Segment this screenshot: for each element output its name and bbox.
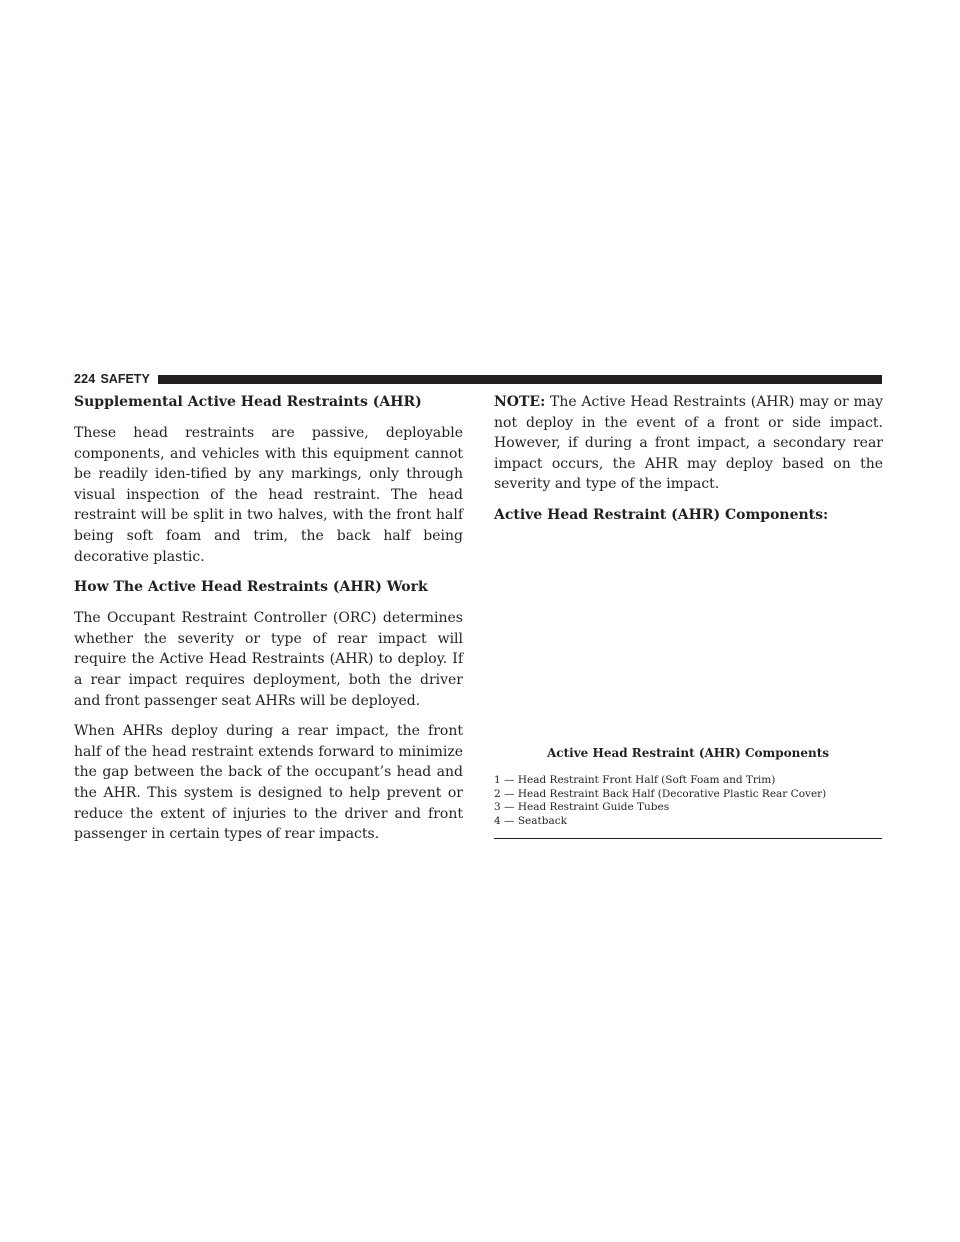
page-header [74, 372, 882, 386]
heading-ahr-components: Active Head Restraint (AHR) Components: [494, 506, 829, 523]
legend-item: 1 — Head Restraint Front Half (Soft Foam and Trim) [494, 774, 776, 786]
figure-caption: Active Head Restraint (AHR) Components [546, 746, 829, 760]
heading-supplemental-ahr: Supplemental Active Head Restraints (AHR) [74, 394, 422, 410]
legend-item: 2 — Head Restraint Back Half (Decorative Plastic Rear Cover) [494, 787, 827, 800]
legend-item: 3 — Head Restraint Guide Tubes [494, 801, 670, 813]
right-column [494, 392, 883, 536]
figure-legend [494, 774, 882, 828]
heading-how-ahr-work: How The Active Head Restraints (AHR) Work [74, 579, 428, 596]
note-text: The Active Head Restraints (AHR) may or may not deploy in the event of a front or side impact. However, if during a front impact, a secondary rear impact occurs, the AHR may deploy based on the severity and type of the impact. [494, 394, 883, 493]
paragraph-orc: The Occupant Restraint Controller (ORC) determines whether the severity or type of rear impact will require the Active Head Restraints (AHR) to deploy. If a rear impact requires deployment, both the driver and front passenger seat AHRs will be deployed. [74, 610, 463, 709]
page-number: 224 [74, 372, 96, 386]
section-title: SAFETY [100, 372, 150, 386]
note-label: NOTE: [494, 394, 546, 410]
note-paragraph [494, 392, 883, 495]
legend-item: 4 — Seatback [494, 814, 567, 827]
legend-bottom-rule [494, 838, 882, 839]
figure-image-area [494, 530, 882, 742]
paragraph-passive-components: These head restraints are passive, deployable components, and vehicles with this equipment cannot be readily iden-tified by any markings, only through visual inspection of the head restraint. The head restraint will be split in two halves, with the front half being soft foam and trim, the back half being decorative plastic. [74, 425, 463, 565]
paragraph-ahr-deploy: When AHRs deploy during a rear impact, the front half of the head restraint extends forward to minimize the gap between the back of the occupant’s head and the AHR. This system is designed to help prevent or reduce the extent of injuries to the driver and front passenger in certain types of rear impacts. [74, 723, 463, 843]
header-rule [158, 375, 882, 384]
left-column [74, 392, 463, 855]
